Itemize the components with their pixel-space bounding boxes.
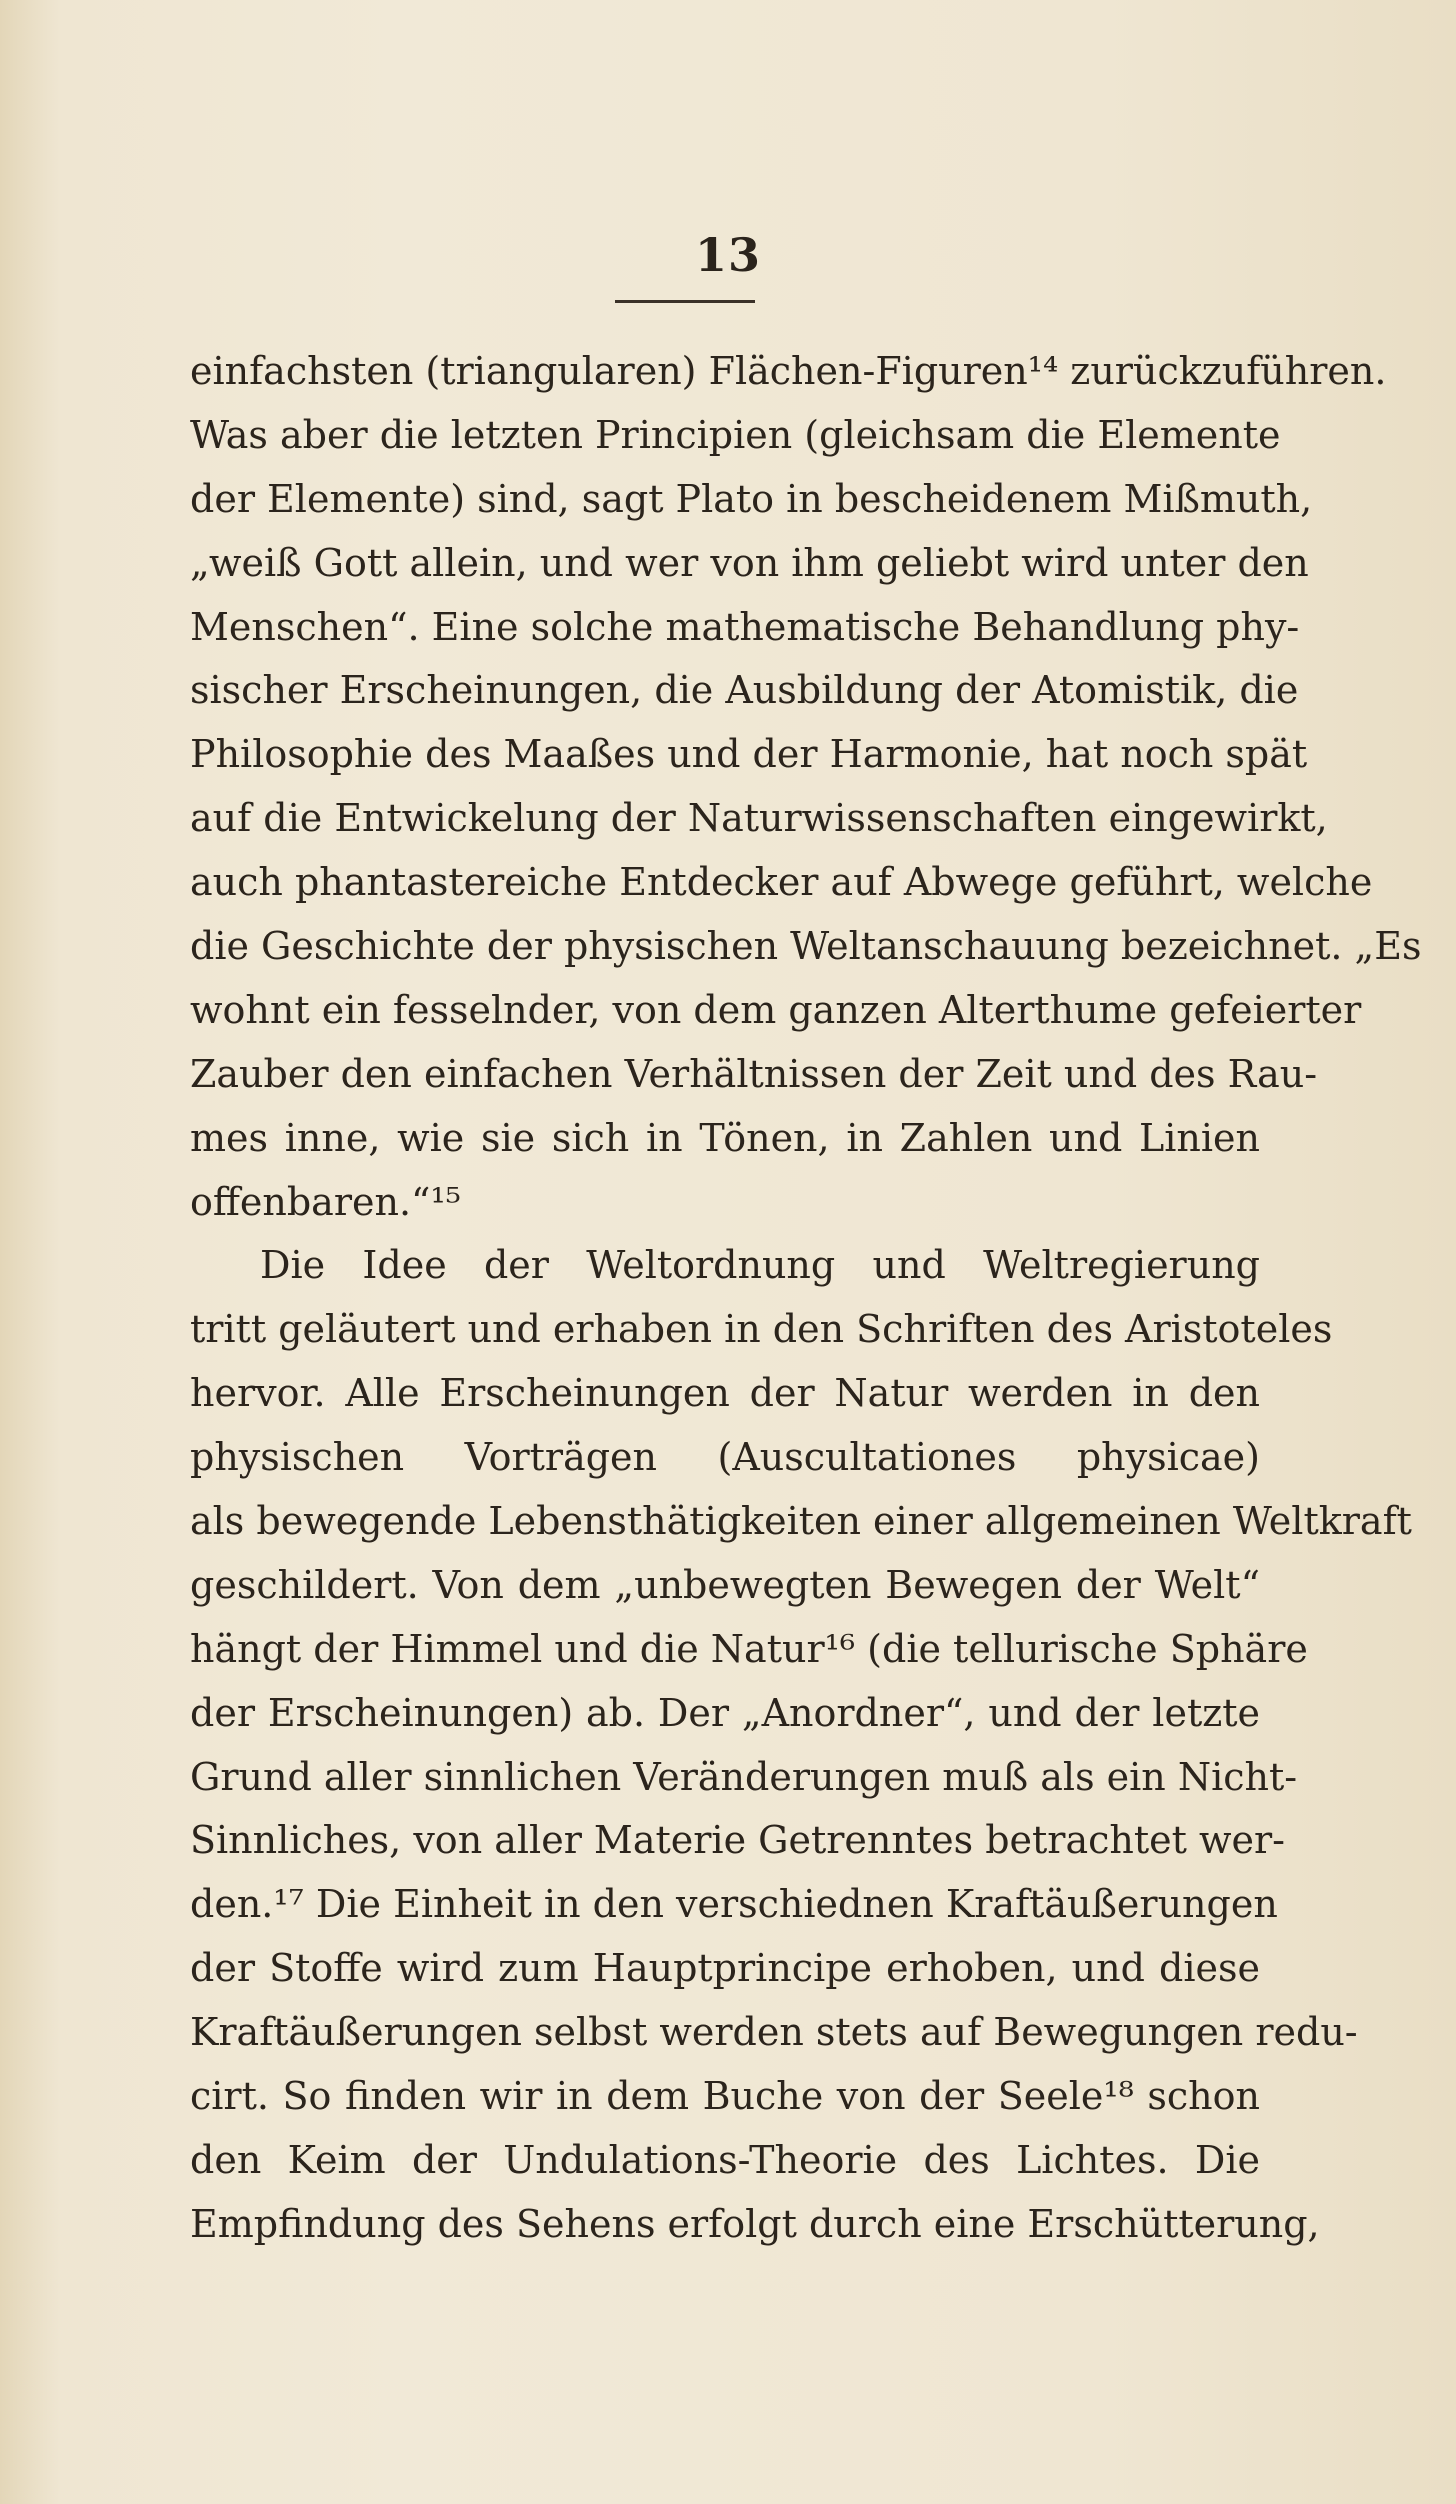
text-line: den.¹⁷ Die Einheit in den verschiednen Kraftäußerungen (190, 1882, 1278, 1927)
text-line: mes inne, wie sie sich in Tönen, in Zahlen und Linien (190, 1115, 1260, 1160)
text-line: Sinnliches, von aller Materie Getrenntes betrachtet wer- (190, 1818, 1285, 1863)
paragraph-start-line: Die Idee der Weltordnung und Weltregierung (260, 1243, 1260, 1288)
text-line: Kraftäußerungen selbst werden stets auf Bewegungen redu- (190, 2010, 1358, 2055)
text-line: Menschen“. Eine solche mathematische Behandlung phy- (190, 604, 1300, 649)
text-line: auf die Entwickelung der Naturwissenschaften eingewirkt, (190, 796, 1328, 841)
text-line: Zauber den einfachen Verhältnissen der Zeit und des Rau- (190, 1051, 1318, 1096)
text-line: cirt. So finden wir in dem Buche von der Seele¹⁸ schon (190, 2074, 1260, 2119)
page-number: 13 (694, 228, 761, 282)
text-line: geschildert. Von dem „unbewegten Bewegen der Welt“ (190, 1562, 1260, 1607)
text-line: auch phantastereiche Entdecker auf Abwege geführt, welche (190, 860, 1373, 905)
text-line: Empfindung des Sehens erfolgt durch eine Erschütterung, (190, 2201, 1320, 2246)
text-line: Grund aller sinnlichen Veränderungen muß als ein Nicht- (190, 1754, 1298, 1799)
text-line: „weiß Gott allein, und wer von ihm geliebt wird unter den (190, 540, 1309, 585)
text-line: den Keim der Undulations-Theorie des Lichtes. Die (190, 2137, 1260, 2182)
text-line: als bewegende Lebensthätigkeiten einer allgemeinen Weltkraft (190, 1499, 1412, 1544)
text-line: die Geschichte der physischen Weltanschauung bezeichnet. „Es (190, 924, 1422, 969)
text-line: Was aber die letzten Principien (gleichsam die Elemente (190, 412, 1281, 457)
text-line: hervor. Alle Erscheinungen der Natur werden in den (190, 1371, 1260, 1416)
text-line: wohnt ein fesselnder, von dem ganzen Alterthume gefeierter (190, 987, 1362, 1032)
text-line: einfachsten (triangularen) Flächen-Figuren¹⁴ zurückzuführen. (190, 349, 1387, 393)
text-line: der Erscheinungen) ab. Der „Anordner“, und der letzte (190, 1690, 1260, 1735)
text-line: Philosophie des Maaßes und der Harmonie, hat noch spät (190, 732, 1308, 777)
text-line: der Elemente) sind, sagt Plato in bescheidenem Mißmuth, (190, 476, 1313, 521)
text-line: hängt der Himmel und die Natur¹⁶ (die tellurische Sphäre (190, 1626, 1308, 1671)
body-text (190, 340, 1422, 2257)
header-rule (615, 300, 755, 303)
text-line: sischer Erscheinungen, die Ausbildung der Atomistik, die (190, 668, 1299, 713)
text-line: physischen Vorträgen (Auscultationes physicae) (190, 1435, 1260, 1480)
text-line: der Stoffe wird zum Hauptprincipe erhoben, und diese (190, 1946, 1260, 1991)
paragraph-end-line: offenbaren.“¹⁵ (190, 1179, 461, 1224)
text-line: tritt geläutert und erhaben in den Schriften des Aristoteles (190, 1307, 1333, 1352)
